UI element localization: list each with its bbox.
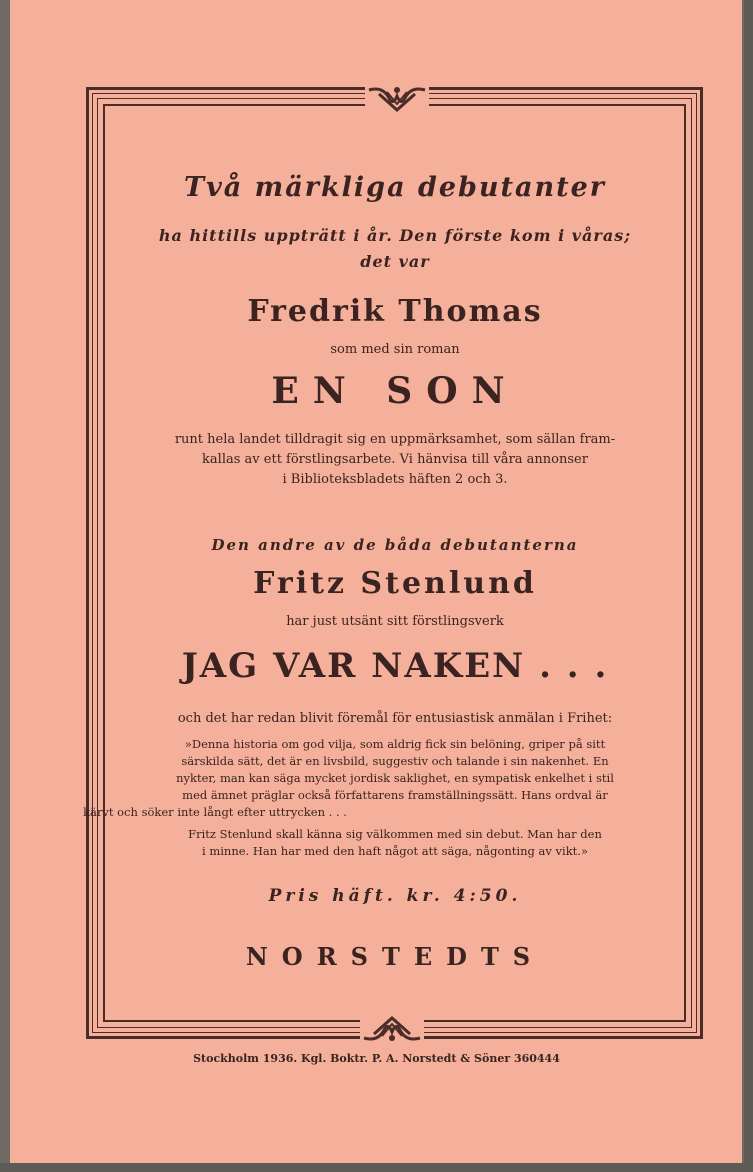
intro-line: ha hittills uppträtt i år. Den förste kom i våras;: [158, 226, 632, 245]
paragraph-line: kallas av ett förstlingsarbete. Vi hänvisa till våra annonser: [202, 452, 588, 467]
author-lead-text: har just utsänt sitt förstlingsverk: [286, 614, 504, 629]
scan-edge-right: [744, 0, 753, 1172]
intro-line: det var: [360, 252, 430, 271]
author-name: Fritz Stenlund: [253, 566, 537, 601]
imprint-footer: Stockholm 1936. Kgl. Boktr. P. A. Norstedt & Söner 360444: [193, 1052, 560, 1065]
scan-edge-bottom: [0, 1163, 753, 1172]
publisher-name: NORSTEDTS: [245, 942, 545, 971]
second-intro: Den andre av de båda debutanterna: [211, 536, 579, 554]
price: Pris häft. kr. 4:50.: [268, 886, 522, 906]
quote-line: nykter, man kan säga mycket jordisk saklighet, en sympatisk enkelhet i stil: [176, 771, 614, 785]
author-name: Fredrik Thomas: [247, 294, 543, 329]
quote-line: särskilda sätt, det är en livsbild, suggestiv och talande i sin nakenhet. En: [181, 754, 609, 768]
book-title: JAG VAR NAKEN . . .: [181, 646, 609, 686]
quote-line: Fritz Stenlund skall känna sig välkommen med sin debut. Man har den: [188, 827, 602, 841]
bottom-ornament-icon: [360, 1014, 424, 1044]
headline: Två märkliga debutanter: [184, 172, 606, 203]
author-lead-text: som med sin roman: [330, 342, 460, 357]
paragraph-line: runt hela landet tilldragit sig en uppmärksamhet, som sällan fram-: [174, 432, 616, 447]
quote-line: med ämnet präglar också författarens framställningssätt. Hans ordval är: [182, 788, 608, 802]
quote-line: »Denna historia om god vilja, som aldrig fick sin belöning, griper på sitt: [184, 737, 606, 751]
paragraph-line: i Biblioteksbladets häften 2 och 3.: [282, 472, 508, 487]
review-intro: och det har redan blivit föremål för entusiastisk anmälan i Frihet:: [177, 711, 613, 726]
poster-content: [83, 108, 680, 1018]
quote-line: kärvt och söker inte långt efter uttrycken . . .: [83, 805, 347, 819]
book-title: EN SON: [271, 370, 519, 412]
quote-line: i minne. Han har med den haft något att säga, någonting av vikt.»: [202, 844, 588, 858]
